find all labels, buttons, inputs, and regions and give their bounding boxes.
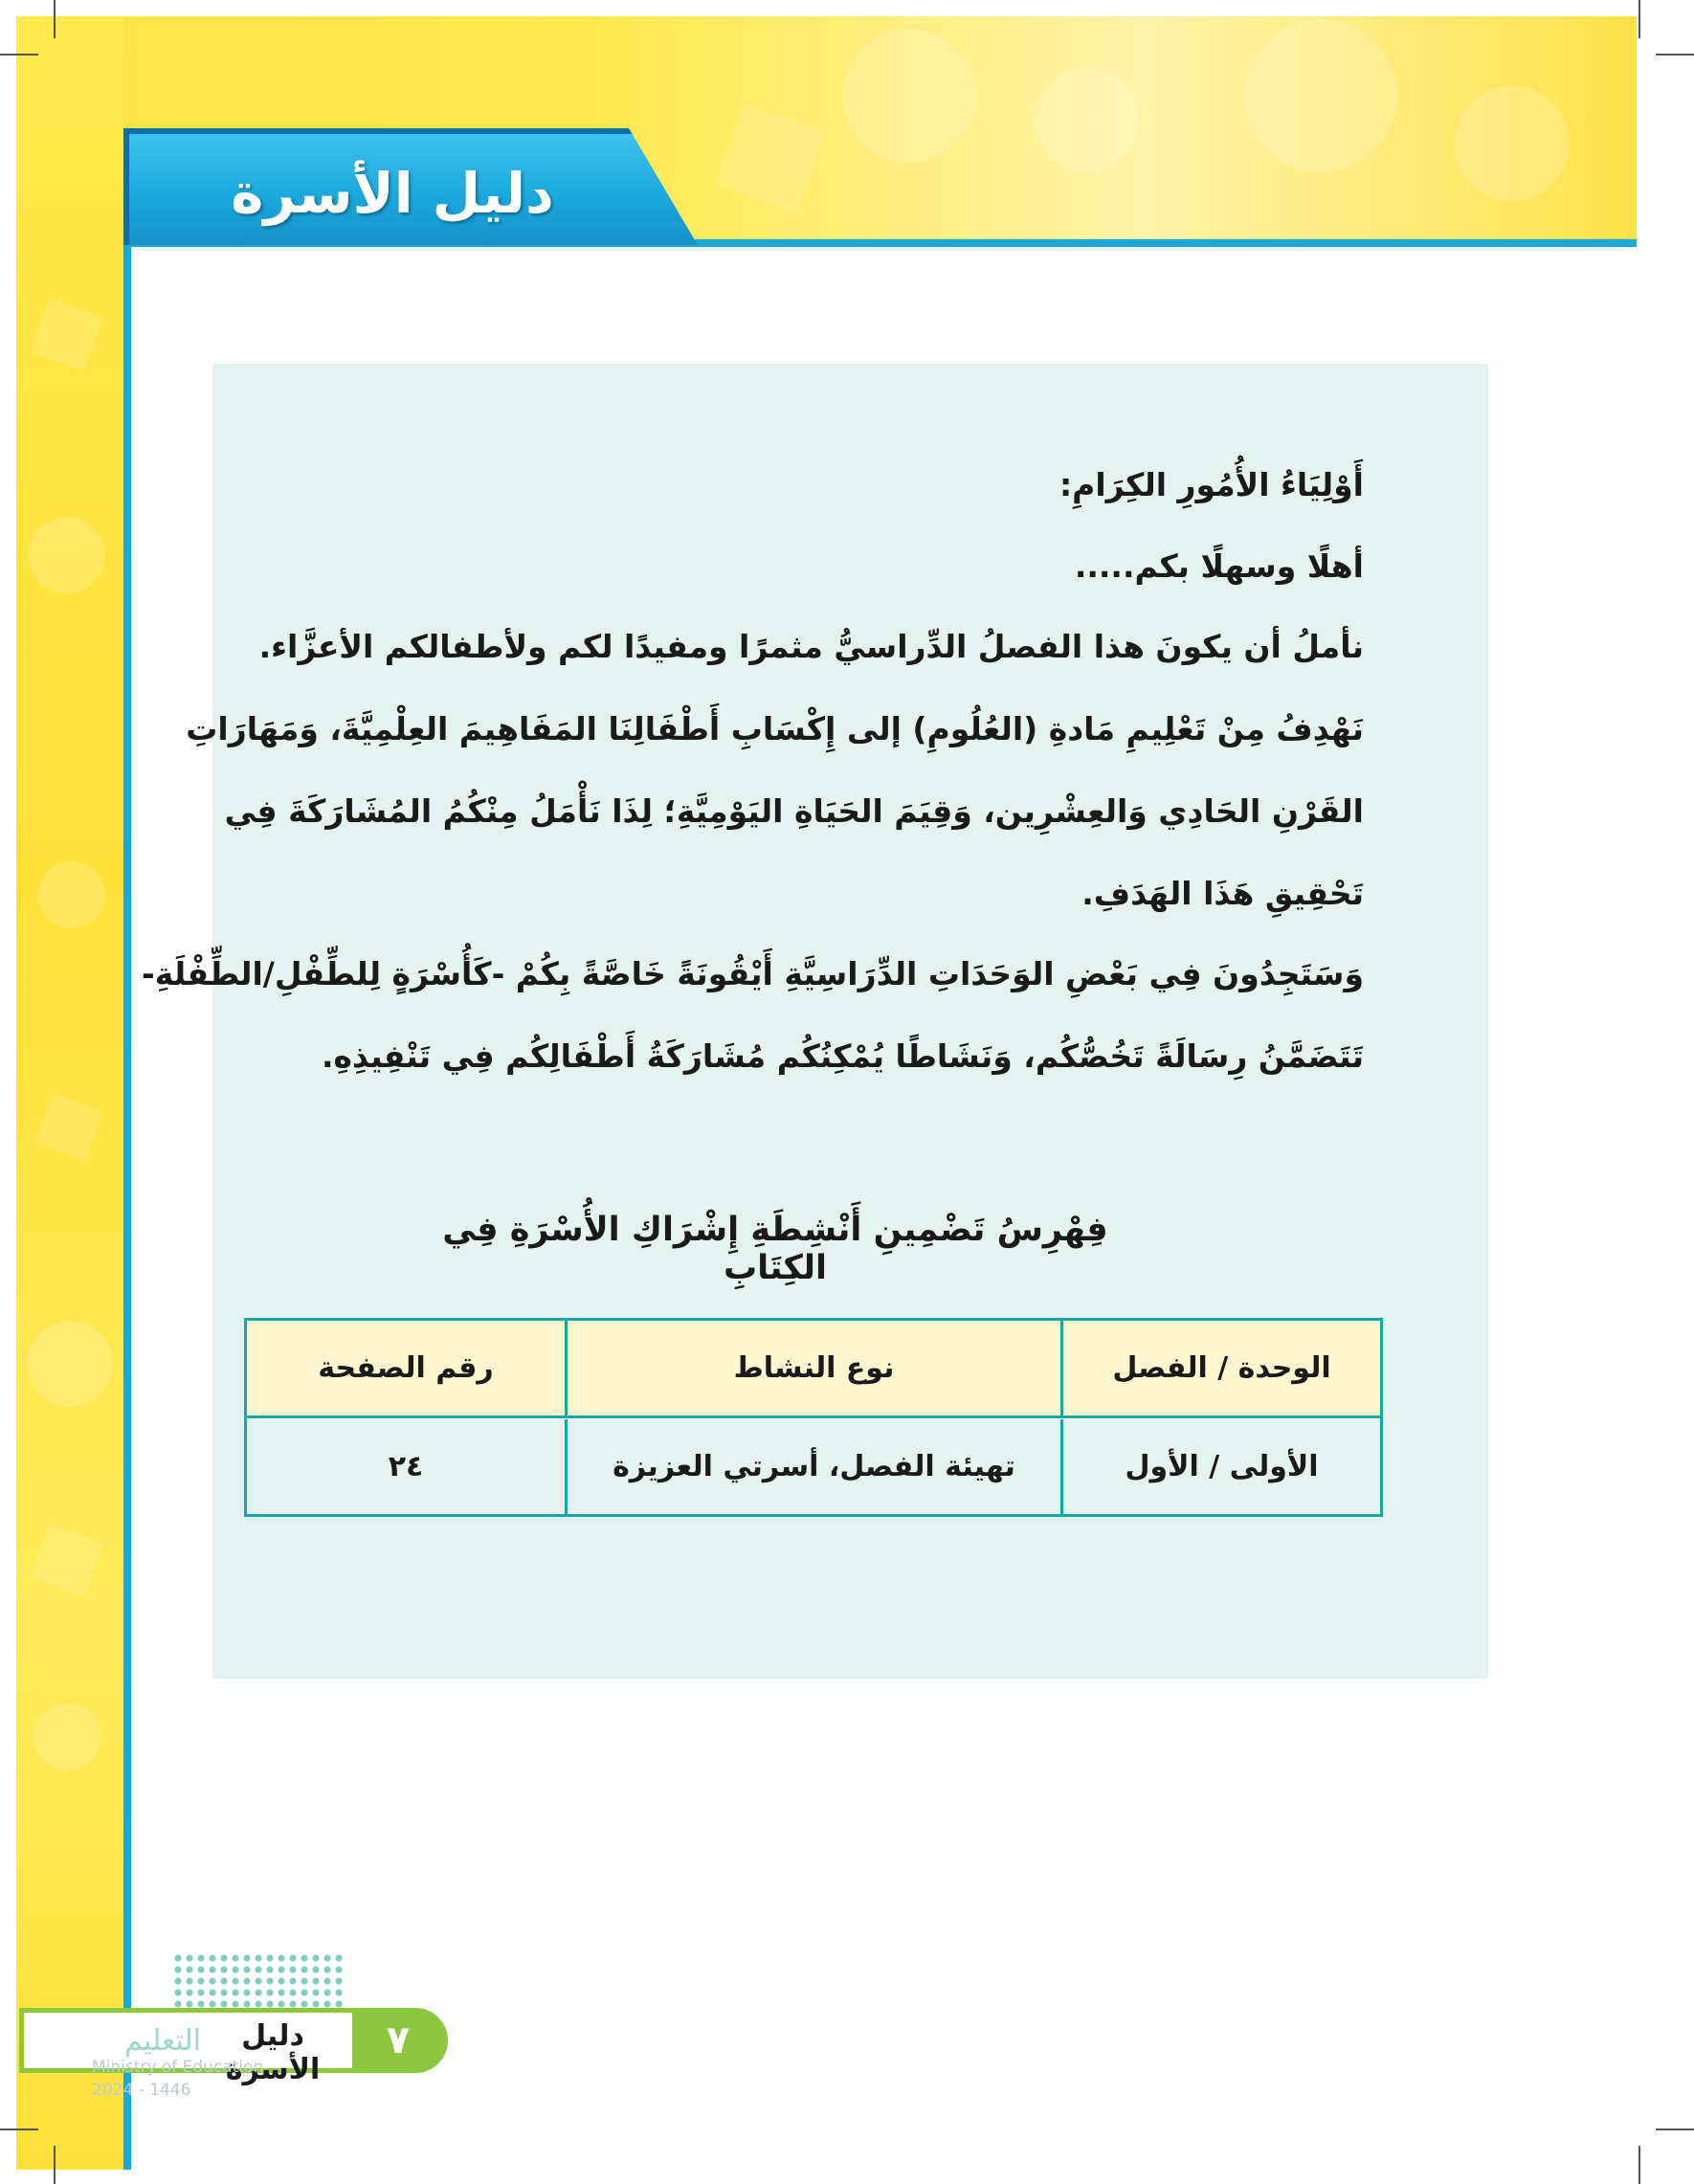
crop-mark (0, 2128, 38, 2130)
crop-mark (1638, 0, 1640, 38)
ministry-logo-dots (172, 1952, 345, 2010)
crop-mark (1656, 54, 1694, 56)
table-cell: تهيئة الفصل، أسرتي العزيزة (565, 1419, 1060, 1514)
letter-line: القَرْنِ الحَادِي وَالعِشْرِين، وَقِيَمَ الحَيَاةِ اليَوْمِيَّةِ؛ لِذَا نَأْمَلُ مِنْكُمُ المُشَارَكَةَ فِي (224, 792, 1364, 830)
letter-line: نأملُ أن يكونَ هذا الفصلُ الدِّراسيُّ مثمرًا ومفيدًا لكم ولأطفالكم الأعزَّاء. (258, 628, 1364, 665)
letter-greeting: أَوْلِيَاءُ الأُمُورِ الكِرَامِ: (1059, 466, 1364, 503)
letter-welcome: أهلًا وسهلًا بكم..... (1074, 547, 1364, 585)
decor-circle (1455, 86, 1570, 201)
decor-circle (38, 861, 105, 928)
table-header-cell: رقم الصفحة (318, 1351, 494, 1385)
crop-mark (1656, 2128, 1694, 2130)
table-header-row (247, 1321, 1380, 1418)
cyan-border-left (123, 239, 131, 2170)
table-cell: الأولى / الأول (1060, 1419, 1380, 1514)
decor-circle (29, 517, 105, 593)
watermark-english: Ministry of Education (92, 2058, 264, 2077)
watermark-year: 2024 - 1446 (92, 2081, 191, 2100)
crop-mark (54, 2146, 56, 2184)
crop-mark (0, 54, 38, 56)
decor-circle (33, 1704, 100, 1771)
footer-label: دليل الأسرة (225, 2019, 321, 2086)
crop-mark (54, 0, 56, 38)
decor-circle (842, 29, 976, 163)
letter-line: تَتَضَمَّنُ رِسَالَةً تَخُصُّكُم، وَنَشَاطًا يُمْكِنُكُم مُشَارَكَةُ أَطْفَالِكُم فِي تَنْفِيذِهِ. (322, 1037, 1364, 1075)
table-header-cell: نوع النشاط (565, 1321, 1060, 1415)
table-row (247, 1419, 1380, 1514)
page-title: دليل الأسرة (231, 161, 554, 226)
letter-line: تَحْقِيقِ هَذَا الهَدَفِ. (1081, 875, 1364, 912)
index-title: فِهْرِسُ تَضْمِينِ أَنْشِطَةِ إِشْرَاكِ الأُسْرَةِ فِي الكِتَابِ (442, 1211, 1108, 1287)
decor-circle (1034, 67, 1139, 172)
table-cell: ٢٤ (388, 1450, 424, 1483)
decor-circle (27, 1321, 113, 1407)
table-header-cell: الوحدة / الفصل (1060, 1321, 1380, 1415)
letter-line: وَسَتَجِدُونَ فِي بَعْضِ الوَحَدَاتِ الدِّرَاسِيَّةِ أَيْقُونَةً خَاصَّةً بِكُمْ -كَأُسْرَةٍ لِلطِّفْلِ/الطِّفْلَةِ- (142, 955, 1364, 992)
crop-mark (1638, 2146, 1640, 2184)
watermark-arabic: التعليم (124, 2024, 201, 2058)
decor-circle (1244, 19, 1397, 172)
letter-line: نَهْدِفُ مِنْ تَعْلِيمِ مَادةِ (العُلُومِ) إلى إِكْسَابِ أَطْفَالِنَا المَفَاهِيمَ العِلْمِيَّةَ، وَمَهَارَاتِ (186, 710, 1364, 747)
page-number: ٧ (352, 2011, 444, 2070)
activities-table (244, 1318, 1383, 1517)
